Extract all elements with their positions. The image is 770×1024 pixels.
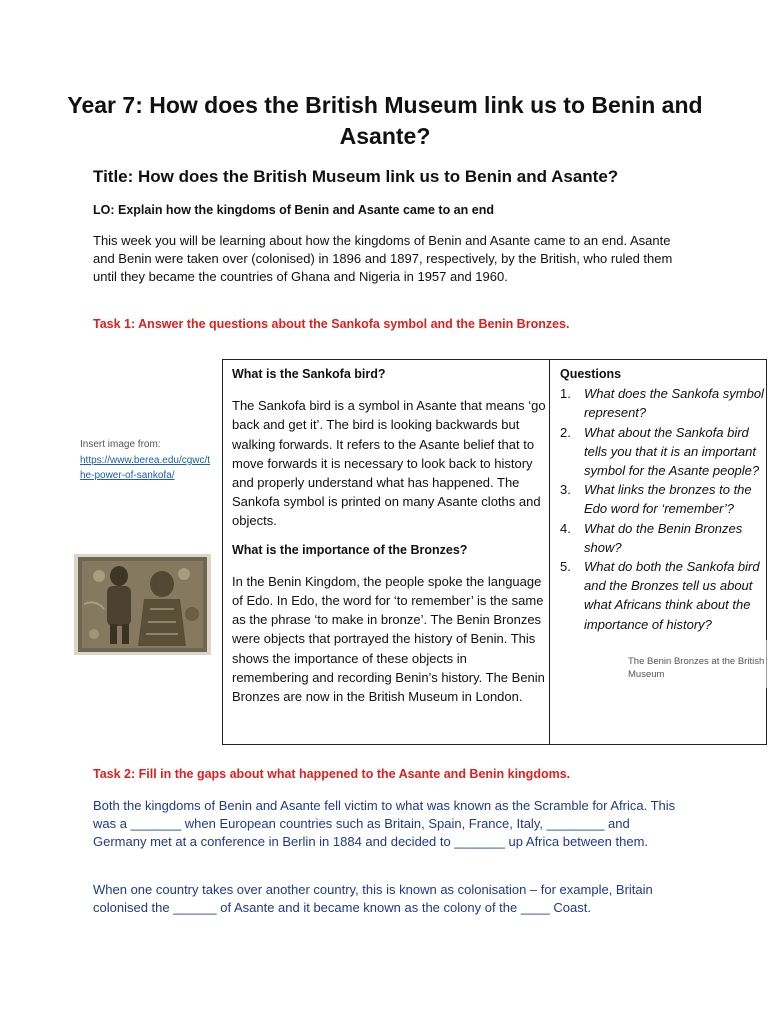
questions-heading: Questions xyxy=(560,367,622,381)
insert-image-label: Insert image from: xyxy=(80,439,161,450)
task2-heading: Task 2: Fill in the gaps about what happened to the Asante and Benin kingdoms. xyxy=(93,767,571,781)
intro-paragraph: This week you will be learning about how the kingdoms of Benin and Asante came to an end. Asante and Benin were taken over (colonised) in 1896 and 1897, respectively, by the British, who ruled them until they became the countries of Ghana and Nigeria in 1957 and 1960. xyxy=(93,233,673,284)
question-list xyxy=(560,384,765,634)
question-item: 1. What does the Sankofa symbol represent? xyxy=(560,386,764,421)
task1-heading: Task 1: Answer the questions about the Sankofa symbol and the Benin Bronzes. xyxy=(93,317,570,331)
question-item: 3. What links the bronzes to the Edo word for ‘remember’? xyxy=(560,482,752,517)
sankofa-heading: What is the Sankofa bird? xyxy=(232,367,386,381)
caption-border xyxy=(766,640,767,688)
sankofa-source-link[interactable]: https://www.berea.edu/cgwc/the-power-of-sankofa/ xyxy=(80,455,211,481)
page-title: Year 7: How does the British Museum link us to Benin and Asante? xyxy=(67,92,703,149)
task2-paragraph-2: When one country takes over another country, this is known as colonisation – for example, Britain colonised the ______ of Asante and it became known as the colony of the ____ Coast. xyxy=(93,882,653,915)
table-divider xyxy=(549,359,550,745)
question-item: 5. What do both the Sankofa bird and the Bronzes tell us about what Africans think about the importance of history? xyxy=(560,559,760,632)
info-cell xyxy=(232,365,547,706)
bronzes-paragraph: In the Benin Kingdom, the people spoke the language of Edo. In Edo, the word for ‘to remember’ is the same as the phrase ‘to make in bronze’. The Benin Bronzes were objects that portrayed the history of Benin. This shows the importance of these objects in remembering and recording Benin’s history. The Benin Bronzes are now in the British Museum in London. xyxy=(232,573,545,705)
image-caption: The Benin Bronzes at the British Museum xyxy=(628,656,765,680)
question-item: 4. What do the Benin Bronzes show? xyxy=(560,520,743,555)
task2-paragraph-1: Both the kingdoms of Benin and Asante fell victim to what was known as the Scramble for Africa. This was a _______ when European countries such as Britain, Spain, France, Italy, ________ and Germany met at a conference in Berlin in 1884 and decided to _______ up Africa between them. xyxy=(93,798,676,849)
benin-bronze-image xyxy=(74,554,211,655)
bronzes-heading: What is the importance of the Bronzes? xyxy=(232,542,468,557)
sankofa-paragraph: The Sankofa bird is a symbol in Asante that means ‘go back and get it’. The bird is looking backwards but walking forwards. It refers to the Asante belief that to move forwards it is necessary to look back to history and properly understand what has happened. The Sankofa symbol is printed on many Asante cloths and objects. xyxy=(232,398,546,529)
learning-objective: LO: Explain how the kingdoms of Benin and Asante came to an end xyxy=(93,203,494,217)
questions-cell xyxy=(560,365,765,634)
lesson-title: Title: How does the British Museum link us to Benin and Asante? xyxy=(93,167,619,186)
question-item: 2. What about the Sankofa bird tells you that it is an important symbol for the Asante people? xyxy=(560,424,760,479)
